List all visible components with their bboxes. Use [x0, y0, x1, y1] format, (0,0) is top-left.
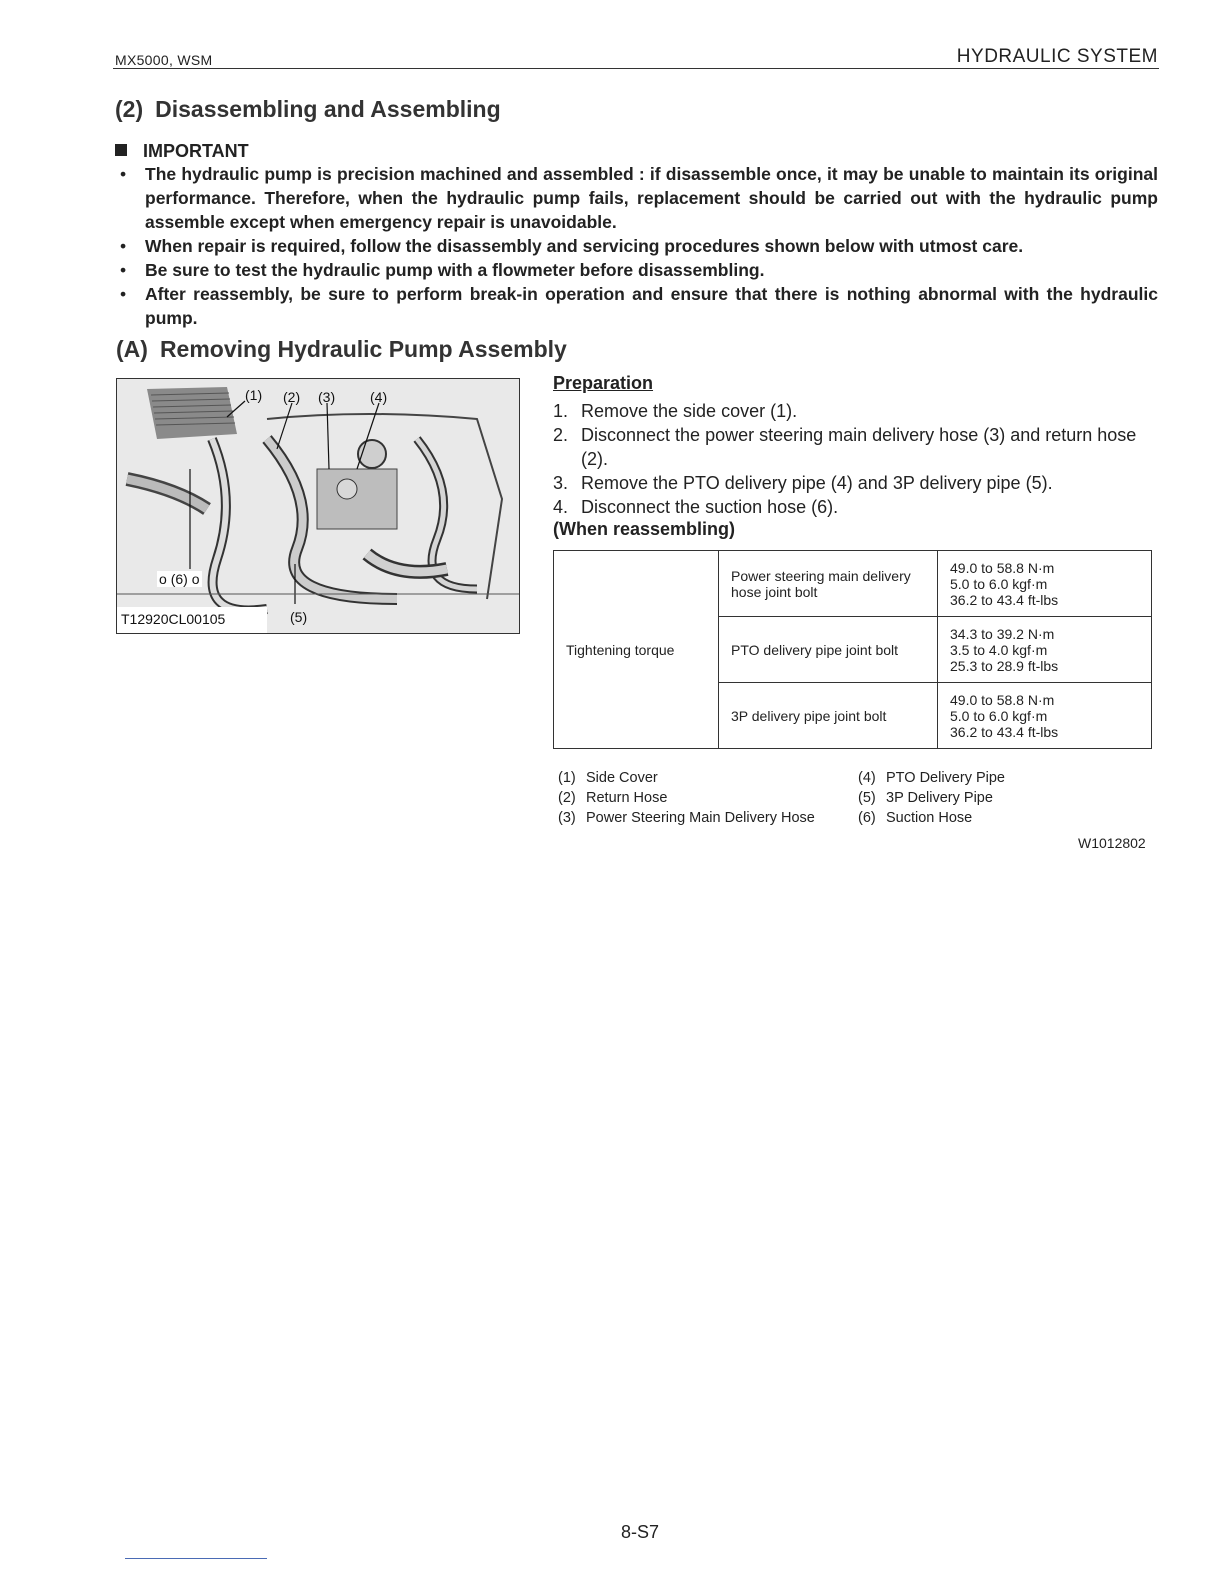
important-list — [116, 162, 1158, 330]
step-item: 2. Disconnect the power steering main delivery hose (3) and return hose (2). — [553, 425, 1137, 469]
important-label: IMPORTANT — [143, 141, 249, 161]
important-heading — [115, 141, 249, 162]
page-number: 8-S7 — [620, 1522, 660, 1542]
table-value-cell: 34.3 to 39.2 N·m 3.5 to 4.0 kgf·m 25.3 to 28.9 ft-lbs — [938, 617, 1152, 683]
table-value-cell: 49.0 to 58.8 N·m 5.0 to 6.0 kgf·m 36.2 to 43.4 ft-lbs — [938, 551, 1152, 617]
header-rule — [113, 68, 1159, 69]
section-number: (2) — [115, 96, 144, 122]
square-bullet-icon — [115, 144, 127, 156]
table-item-cell: PTO delivery pipe joint bolt — [719, 617, 938, 683]
table-category-cell: Tightening torque — [554, 551, 719, 749]
legend-right — [858, 768, 1005, 828]
subsection-heading — [116, 336, 567, 363]
table-item-cell: Power steering main delivery hose joint bolt — [719, 551, 938, 617]
step-item: 1. Remove the side cover (1). — [553, 401, 798, 421]
reassembling-heading: (When reassembling) — [553, 519, 736, 539]
section-heading — [115, 96, 501, 123]
legend-item: (4) PTO Delivery Pipe — [858, 770, 1005, 786]
callout-6: o (6) o — [159, 571, 200, 587]
callout-1: (1) — [245, 387, 263, 403]
important-item: • After reassembly, be sure to perform break-in operation and ensure that there is nothing abnormal with the hydraulic pump. — [120, 284, 1158, 328]
table-value-cell: 49.0 to 58.8 N·m 5.0 to 6.0 kgf·m 36.2 to 43.4 ft-lbs — [938, 683, 1152, 749]
torque-table — [553, 550, 1152, 749]
step-item: 3. Remove the PTO delivery pipe (4) and 3P delivery pipe (5). — [553, 473, 1053, 493]
table-item-cell: 3P delivery pipe joint bolt — [719, 683, 938, 749]
preparation-steps — [553, 399, 1158, 519]
work-code: W1012802 — [1078, 835, 1146, 851]
pump-photo-figure — [116, 378, 520, 634]
important-item: • Be sure to test the hydraulic pump with a flowmeter before disassembling. — [120, 260, 765, 280]
bullet-dot-icon: • — [120, 164, 127, 184]
header-manual-id: MX5000, WSM — [115, 52, 213, 68]
legend-item: (6) Suction Hose — [858, 810, 973, 826]
preparation-heading: Preparation — [553, 373, 654, 393]
callout-2: (2) — [283, 389, 301, 405]
figure-code: T12920CL00105 — [121, 611, 226, 627]
legend-item: (3) Power Steering Main Delivery Hose — [558, 810, 815, 826]
legend-item: (1) Side Cover — [558, 770, 658, 786]
table-row — [554, 551, 1152, 617]
subsection-number: (A) — [116, 336, 148, 362]
legend-item: (5) 3P Delivery Pipe — [858, 790, 993, 806]
bullet-dot-icon: • — [120, 236, 127, 256]
pump-photo-illustration — [117, 379, 519, 633]
important-item: • The hydraulic pump is precision machined and assembled : if disassemble once, it may be unable to maintain its original performance. Therefore, when the hydraulic pump fails, replacement should be carried out with the hydraulic pump assemble except when emergency repair is unavoidable. — [120, 164, 1158, 232]
legend-left — [558, 768, 815, 828]
legend-item: (2) Return Hose — [558, 790, 668, 806]
callout-3: (3) — [318, 389, 336, 405]
step-item: 4. Disconnect the suction hose (6). — [553, 497, 839, 517]
section-title: Disassembling and Assembling — [155, 96, 501, 122]
callout-5: (5) — [290, 609, 308, 625]
header-chapter-title: HYDRAULIC SYSTEM — [956, 46, 1158, 67]
footer-line — [125, 1558, 267, 1559]
callout-4: (4) — [370, 389, 388, 405]
important-item: • When repair is required, follow the disassembly and servicing procedures shown below with utmost care. — [120, 236, 1024, 256]
subsection-title: Removing Hydraulic Pump Assembly — [159, 336, 567, 362]
bullet-dot-icon: • — [120, 260, 127, 280]
bullet-dot-icon: • — [120, 284, 127, 304]
